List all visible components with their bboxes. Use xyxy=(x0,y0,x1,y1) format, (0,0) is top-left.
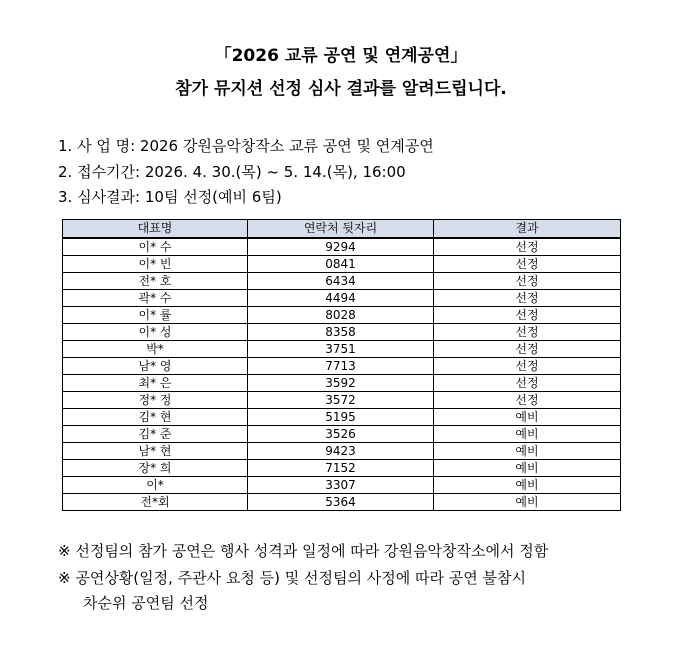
cell-digits: 4494 xyxy=(248,290,434,307)
cell-digits: 9423 xyxy=(248,443,434,460)
cell-result: 선정 xyxy=(434,238,621,256)
cell-result: 선정 xyxy=(434,375,621,392)
cell-name: 박* xyxy=(63,341,248,358)
cell-name: 정* 정 xyxy=(63,392,248,409)
cell-name: 곽* 수 xyxy=(63,290,248,307)
cell-result: 예비 xyxy=(434,460,621,477)
cell-name: 김* 현 xyxy=(63,409,248,426)
cell-name: 남* 현 xyxy=(63,443,248,460)
header-contact-digits: 연락처 뒷자리 xyxy=(248,220,434,239)
table-row xyxy=(63,358,621,375)
cell-result: 예비 xyxy=(434,443,621,460)
cell-name: 장* 희 xyxy=(63,460,248,477)
cell-digits: 3526 xyxy=(248,426,434,443)
table-row xyxy=(63,375,621,392)
table-row xyxy=(63,307,621,324)
table-row xyxy=(63,341,621,358)
note-absence-condition: ※ 공연상황(일정, 주관사 요청 등) 및 선정팀의 사정에 따라 공연 불참시 xyxy=(58,569,526,587)
header-representative: 대표명 xyxy=(63,220,248,239)
cell-name: 이* 빈 xyxy=(63,256,248,273)
info-project-name: 1. 사 업 명: 2026 강원음악창작소 교류 공연 및 연계공연 xyxy=(58,137,434,155)
cell-digits: 7713 xyxy=(248,358,434,375)
table-row xyxy=(63,443,621,460)
cell-digits: 9294 xyxy=(248,238,434,256)
cell-name: 이* xyxy=(63,477,248,494)
cell-digits: 8358 xyxy=(248,324,434,341)
cell-name: 전* 호 xyxy=(63,273,248,290)
table-row xyxy=(63,494,621,511)
cell-digits: 5364 xyxy=(248,494,434,511)
table-row xyxy=(63,256,621,273)
cell-result: 선정 xyxy=(434,358,621,375)
table-row xyxy=(63,477,621,494)
document-title-line1: 「2026 교류 공연 및 연계공연」 xyxy=(214,46,468,66)
cell-name: 전*회 xyxy=(63,494,248,511)
header-result: 결과 xyxy=(434,220,621,239)
cell-result: 예비 xyxy=(434,477,621,494)
cell-digits: 3307 xyxy=(248,477,434,494)
table-row xyxy=(63,426,621,443)
cell-name: 이* 성 xyxy=(63,324,248,341)
info-review-result: 3. 심사결과: 10팀 선정(예비 6팀) xyxy=(58,188,282,206)
table-row xyxy=(63,273,621,290)
document-title-line2: 참가 뮤지션 선정 심사 결과를 알려드립니다. xyxy=(175,79,507,99)
cell-result: 예비 xyxy=(434,494,621,511)
cell-result: 선정 xyxy=(434,341,621,358)
cell-digits: 6434 xyxy=(248,273,434,290)
table-row xyxy=(63,409,621,426)
note-selection-schedule: ※ 선정팀의 참가 공연은 행사 성격과 일정에 따라 강원음악창작소에서 정함 xyxy=(58,542,549,560)
cell-digits: 8028 xyxy=(248,307,434,324)
info-application-period: 2. 접수기간: 2026. 4. 30.(목) ~ 5. 14.(목), 16:00 xyxy=(58,163,406,181)
cell-result: 선정 xyxy=(434,256,621,273)
table-header-row xyxy=(63,220,621,239)
cell-name: 이* 률 xyxy=(63,307,248,324)
table-row xyxy=(63,324,621,341)
table-row xyxy=(63,392,621,409)
cell-result: 선정 xyxy=(434,273,621,290)
cell-digits: 3572 xyxy=(248,392,434,409)
cell-result: 예비 xyxy=(434,409,621,426)
cell-name: 남* 영 xyxy=(63,358,248,375)
cell-result: 선정 xyxy=(434,392,621,409)
cell-result: 선정 xyxy=(434,290,621,307)
cell-result: 예비 xyxy=(434,426,621,443)
cell-result: 선정 xyxy=(434,324,621,341)
cell-name: 이* 수 xyxy=(63,238,248,256)
results-table xyxy=(62,219,621,511)
table-row xyxy=(63,460,621,477)
cell-digits: 3592 xyxy=(248,375,434,392)
cell-digits: 7152 xyxy=(248,460,434,477)
cell-digits: 0841 xyxy=(248,256,434,273)
cell-name: 김* 준 xyxy=(63,426,248,443)
cell-result: 선정 xyxy=(434,307,621,324)
table-row xyxy=(63,238,621,256)
note-next-rank-selection: 차순위 공연팀 선정 xyxy=(83,594,209,612)
table-row xyxy=(63,290,621,307)
cell-name: 최* 은 xyxy=(63,375,248,392)
cell-digits: 5195 xyxy=(248,409,434,426)
cell-digits: 3751 xyxy=(248,341,434,358)
